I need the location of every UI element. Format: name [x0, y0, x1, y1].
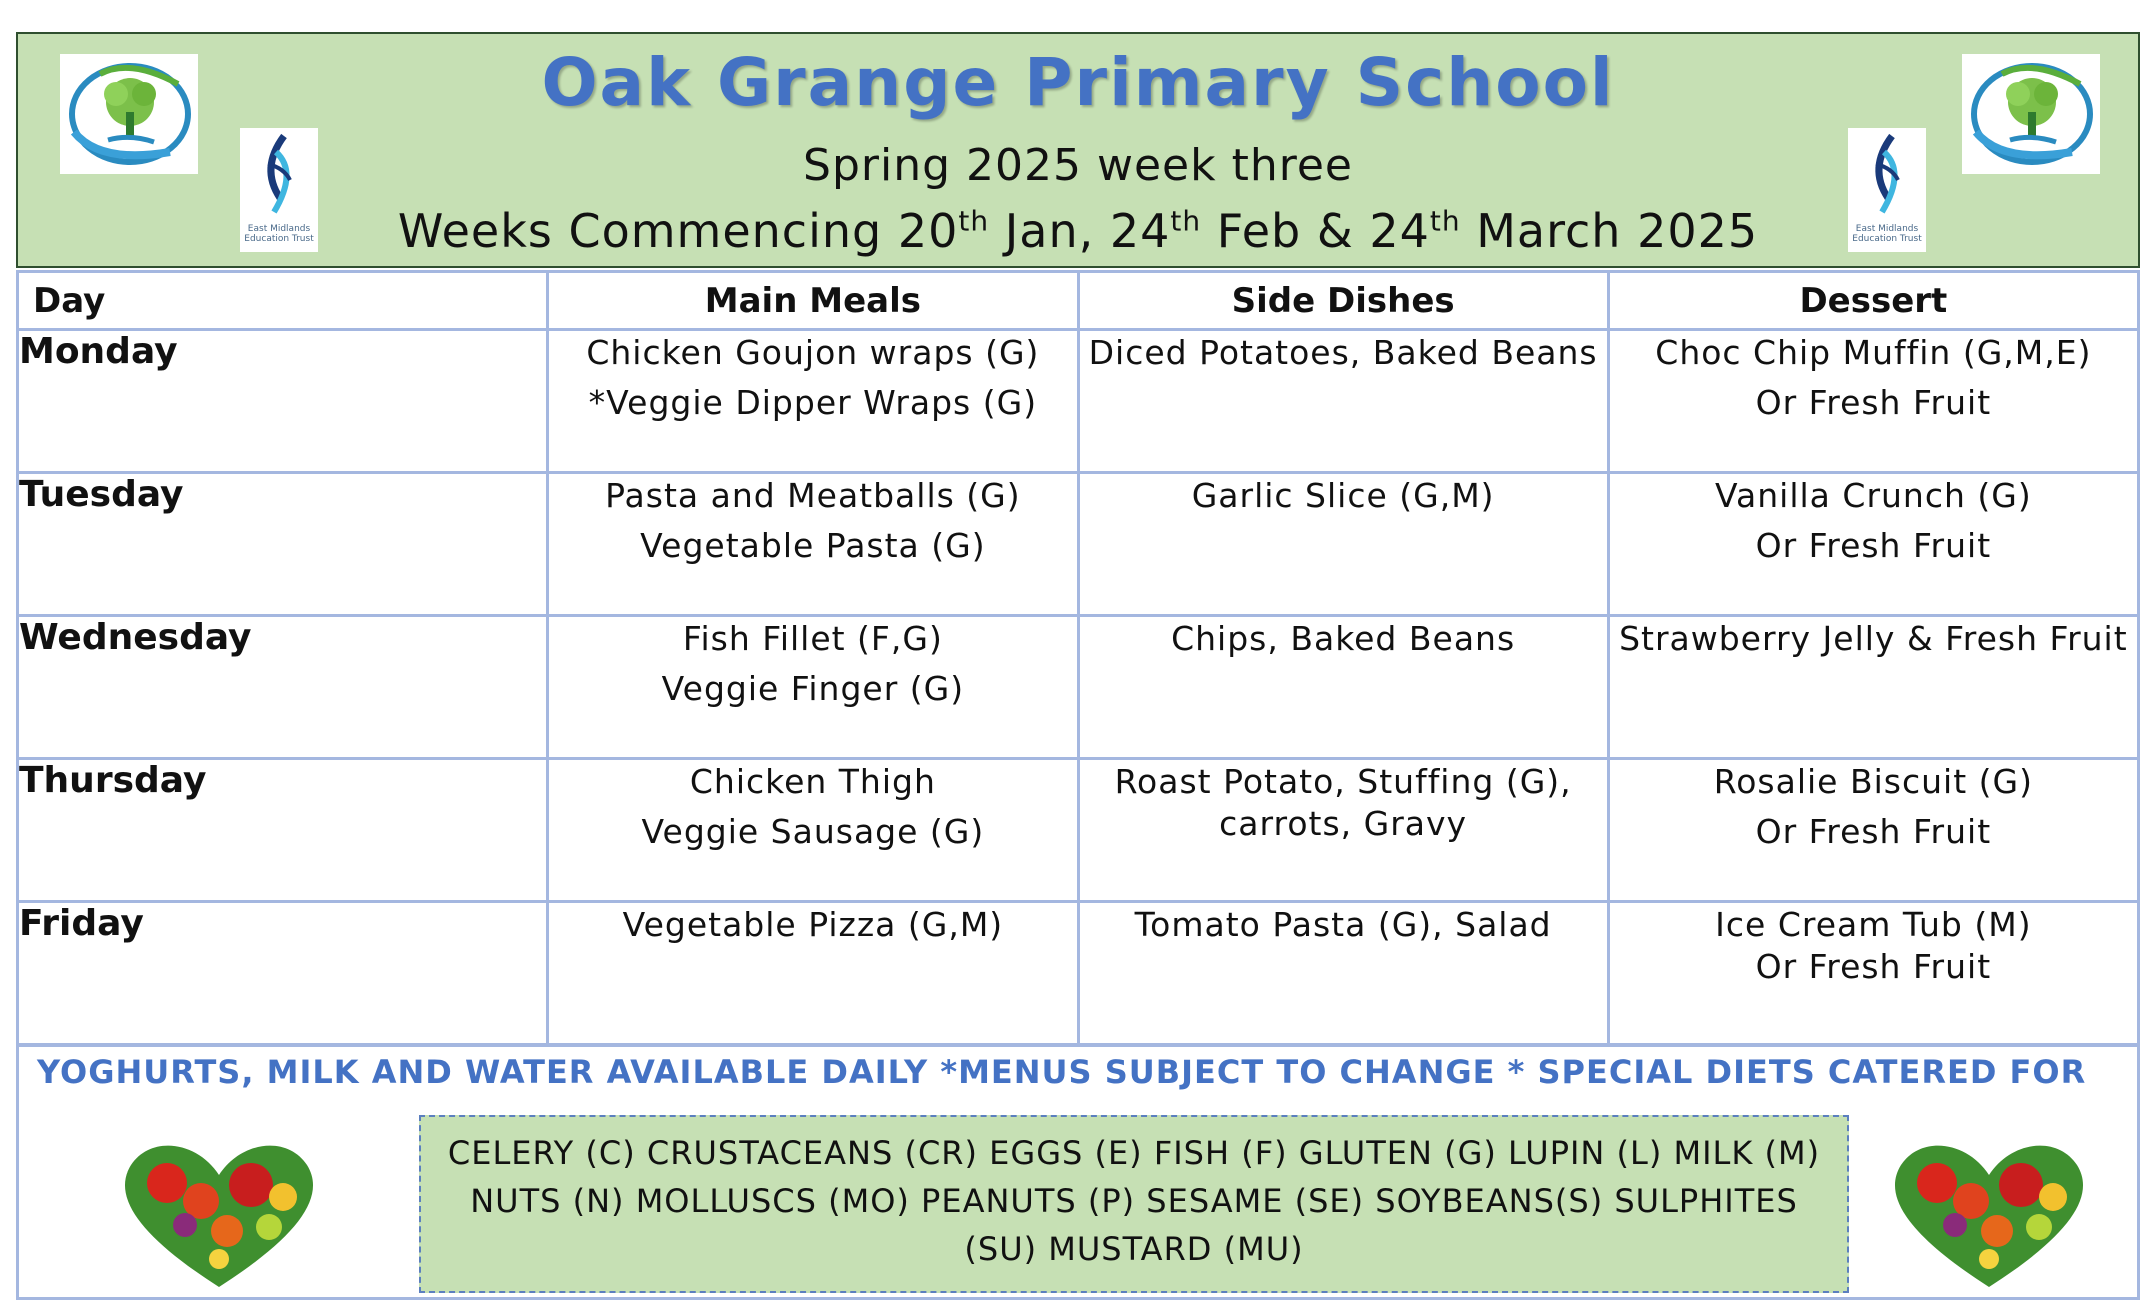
side-dish-cell: [1078, 330, 1608, 473]
side-dish-cell: [1078, 473, 1608, 616]
dish-text: Or Fresh Fruit: [1755, 383, 1992, 422]
east-midlands-trust-logo-icon: [1848, 128, 1926, 252]
dish-text: Roast Potato, Stuffing (G),: [1114, 762, 1572, 801]
table-row: [18, 330, 2139, 473]
main-meal-cell: [548, 473, 1078, 616]
column-header-day: Day: [18, 272, 548, 330]
dish-text: Tomato Pasta (G), Salad: [1134, 905, 1552, 944]
dish-text: *Veggie Dipper Wraps (G): [588, 383, 1038, 422]
daily-notice: YOGHURTS, MILK AND WATER AVAILABLE DAILY *MENUS SUBJECT TO CHANGE * SPECIAL DIETS CATERED FOR: [37, 1053, 2087, 1091]
column-header-side-dishes: Side Dishes: [1078, 272, 1608, 330]
dish-text: Chicken Goujon wraps (G): [586, 333, 1040, 372]
day-cell: Thursday: [18, 759, 548, 902]
dessert-cell: [1608, 330, 2138, 473]
dish-text: carrots, Gravy: [1219, 804, 1468, 843]
day-cell: Tuesday: [18, 473, 548, 616]
dessert-cell: [1608, 616, 2138, 759]
dish-text: Veggie Finger (G): [661, 669, 965, 708]
side-dish-cell: [1078, 759, 1608, 902]
dish-text: Or Fresh Fruit: [1755, 947, 1992, 986]
dish-text: Vanilla Crunch (G): [1715, 476, 2032, 515]
dish-text: Chips, Baked Beans: [1171, 619, 1516, 658]
dish-text: Choc Chip Muffin (G,M,E): [1655, 333, 2092, 372]
dish-text: Rosalie Biscuit (G): [1713, 762, 2033, 801]
allergen-key: CELERY (C) CRUSTACEANS (CR) EGGS (E) FISH (F) GLUTEN (G) LUPIN (L) MILK (M) NUTS (N) MOLLUSCS (MO) PEANUTS (P) SESAME (SE) SOYBEANS(S) SULPHITES (SU) MUSTARD (MU): [419, 1115, 1849, 1293]
trust-logo-text: East Midlands Education Trust: [244, 224, 314, 244]
main-meal-cell: [548, 902, 1078, 1045]
column-header-main-meals: Main Meals: [548, 272, 1078, 330]
tree-hand-logo-icon: [1962, 54, 2100, 174]
main-meal-cell: [548, 759, 1078, 902]
day-cell: Monday: [18, 330, 548, 473]
trust-logo-text: East Midlands Education Trust: [1852, 224, 1922, 244]
dish-text: Or Fresh Fruit: [1755, 812, 1992, 851]
day-cell: Friday: [18, 902, 548, 1045]
dish-text: Strawberry Jelly & Fresh Fruit: [1619, 619, 2128, 658]
dish-text: Diced Potatoes, Baked Beans: [1088, 333, 1598, 372]
fruit-veg-heart-icon: [1871, 1127, 2107, 1297]
dish-text: Or Fresh Fruit: [1755, 526, 1992, 565]
dish-text: Garlic Slice (G,M): [1191, 476, 1495, 515]
menu-table: [16, 270, 2140, 1046]
menu-header: [16, 32, 2140, 268]
side-dish-cell: [1078, 616, 1608, 759]
column-header-dessert: Dessert: [1608, 272, 2138, 330]
dessert-cell: [1608, 902, 2138, 1045]
menu-footer: [16, 1044, 2140, 1300]
table-row: [18, 616, 2139, 759]
fruit-veg-heart-icon: [101, 1127, 337, 1297]
dish-text: Fish Fillet (F,G): [682, 619, 943, 658]
dish-text: Vegetable Pizza (G,M): [622, 905, 1004, 944]
dessert-cell: [1608, 473, 2138, 616]
table-header-row: [18, 272, 2139, 330]
dish-text: Veggie Sausage (G): [641, 812, 985, 851]
dish-text: Pasta and Meatballs (G): [605, 476, 1021, 515]
dish-text: Ice Cream Tub (M): [1715, 905, 2032, 944]
side-dish-cell: [1078, 902, 1608, 1045]
east-midlands-trust-logo-icon: [240, 128, 318, 252]
table-row: [18, 759, 2139, 902]
dessert-cell: [1608, 759, 2138, 902]
dish-text: Vegetable Pasta (G): [640, 526, 986, 565]
weeks-commencing: Weeks Commencing 20th Jan, 24th Feb & 24th March 2025: [397, 204, 1759, 258]
day-cell: Wednesday: [18, 616, 548, 759]
menu-subtitle: Spring 2025 week three: [803, 140, 1353, 191]
main-meal-cell: [548, 616, 1078, 759]
table-row: [18, 473, 2139, 616]
school-title: Oak Grange Primary School: [541, 44, 1615, 121]
main-meal-cell: [548, 330, 1078, 473]
tree-hand-logo-icon: [60, 54, 198, 174]
dish-text: Chicken Thigh: [689, 762, 936, 801]
table-row: [18, 902, 2139, 1045]
